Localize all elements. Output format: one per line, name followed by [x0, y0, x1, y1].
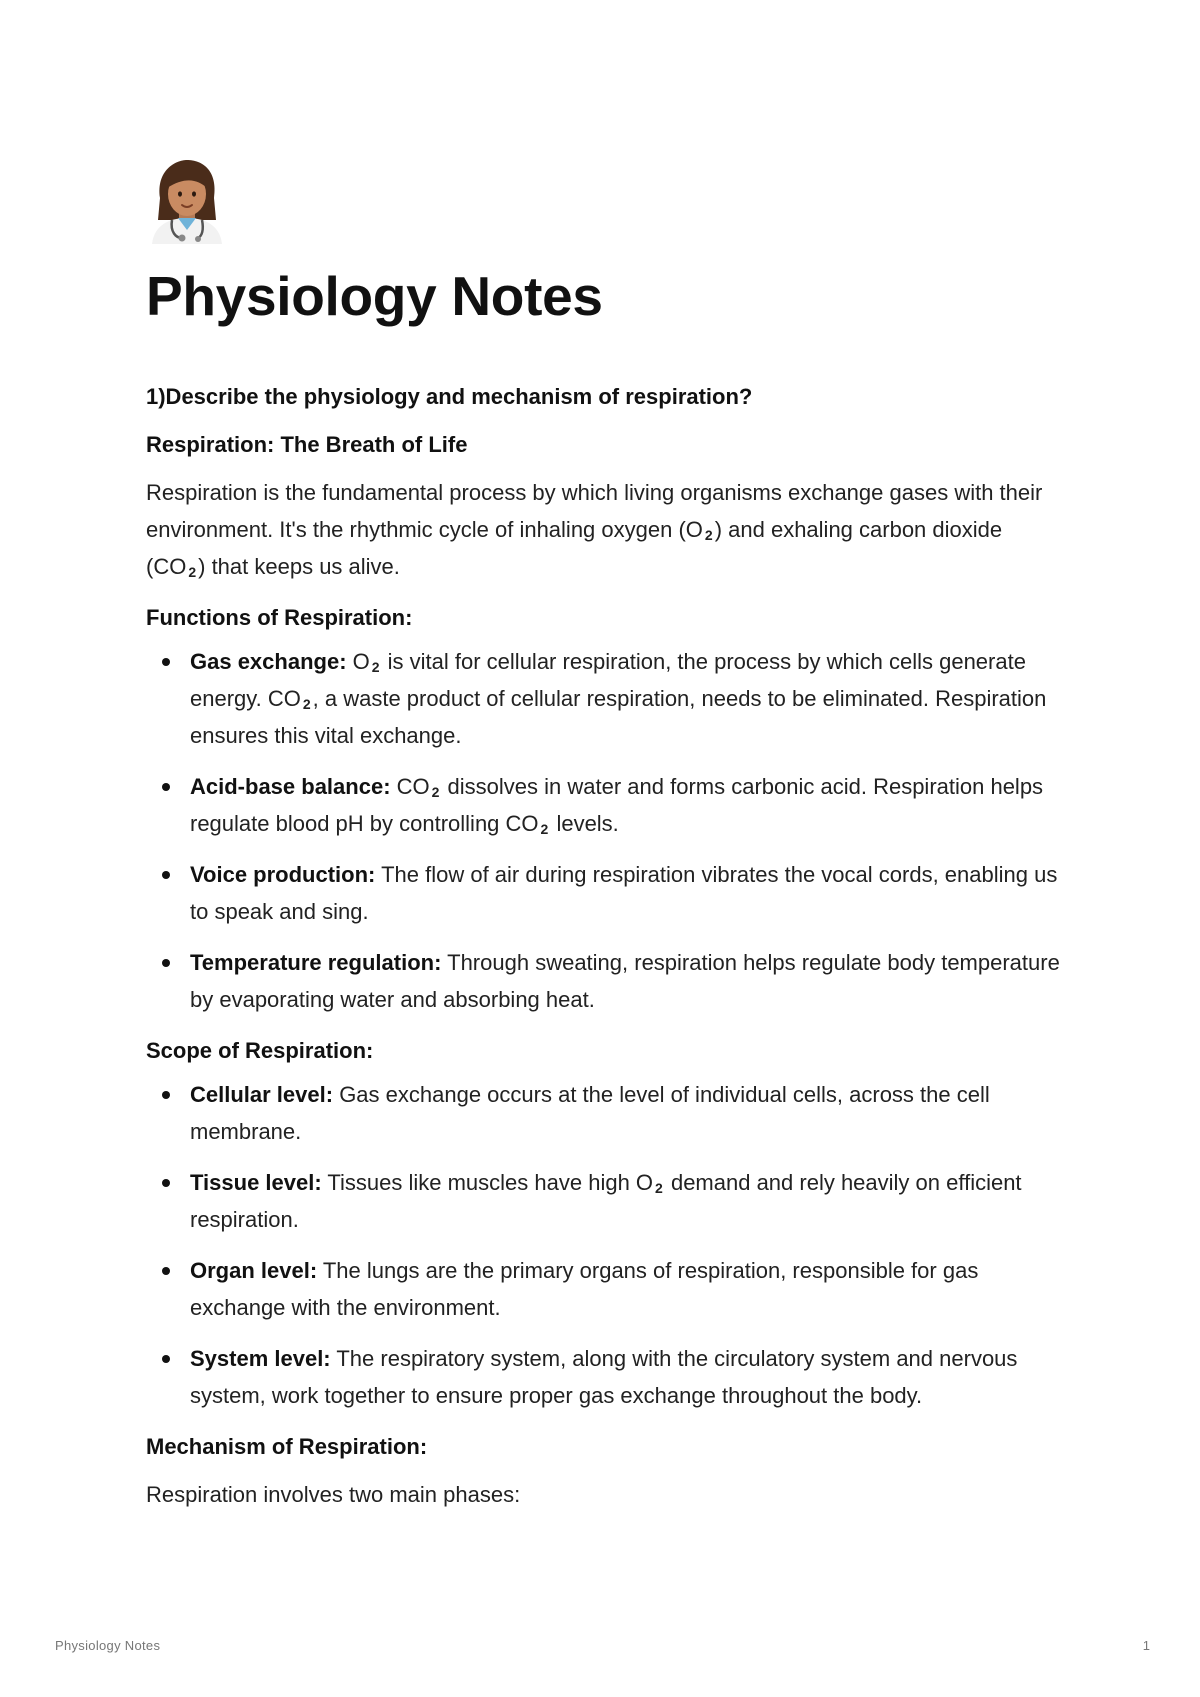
functions-list	[146, 643, 1066, 1018]
page-content	[146, 158, 1066, 1513]
section-heading: Respiration: The Breath of Life	[146, 432, 468, 457]
list-item: System level: The respiratory system, along with the circulatory system and nervous system, work together to ensure proper gas exchange throughout the body.	[146, 1340, 1066, 1414]
item-label: Gas exchange:	[190, 649, 347, 674]
list-item: Gas exchange: O $_2$ is vital for cellular respiration, the process by which cells generate energy. CO $_2$, a waste product of cellular respiration, needs to be eliminated. Respiration ensures this vital exchange.	[146, 643, 1066, 754]
item-label: Acid-base balance:	[190, 774, 391, 799]
item-label: Organ level:	[190, 1258, 318, 1283]
list-item: Tissue level: Tissues like muscles have high O $_2$ demand and rely heavily on efficient respiration.	[146, 1164, 1066, 1238]
scope-heading: Scope of Respiration:	[146, 1038, 374, 1063]
question-heading: 1)Describe the physiology and mechanism of respiration?	[146, 384, 753, 409]
mechanism-heading: Mechanism of Respiration:	[146, 1434, 428, 1459]
list-item: Temperature regulation: Through sweating, respiration helps regulate body temperature by evaporating water and absorbing heat.	[146, 944, 1066, 1018]
list-item: Cellular level: Gas exchange occurs at the level of individual cells, across the cell membrane.	[146, 1076, 1066, 1150]
functions-heading: Functions of Respiration:	[146, 605, 413, 630]
item-label: System level:	[190, 1346, 331, 1371]
list-item: Voice production: The flow of air during respiration vibrates the vocal cords, enabling us to speak and sing.	[146, 856, 1066, 930]
mechanism-paragraph: Respiration involves two main phases:	[146, 1482, 521, 1507]
item-label: Tissue level:	[190, 1170, 322, 1195]
bullet-icon	[162, 1179, 170, 1187]
bullet-icon	[162, 658, 170, 666]
item-label: Voice production:	[190, 862, 376, 887]
bullet-icon	[162, 1091, 170, 1099]
list-item: Organ level: The lungs are the primary organs of respiration, responsible for gas exchange with the environment.	[146, 1252, 1066, 1326]
page-title: Physiology Notes	[146, 265, 603, 327]
list-item: Acid-base balance: CO $_2$ dissolves in water and forms carbonic acid. Respiration helps regulate blood pH by controlling CO $_2$ levels.	[146, 768, 1066, 842]
bullet-icon	[162, 1355, 170, 1363]
bullet-icon	[162, 959, 170, 967]
bullet-icon	[162, 783, 170, 791]
item-label: Cellular level:	[190, 1082, 334, 1107]
footer-page-number: 1	[1142, 1638, 1150, 1653]
bullet-icon	[162, 871, 170, 879]
woman-health-worker-icon	[146, 158, 228, 244]
scope-list	[146, 1076, 1066, 1414]
intro-paragraph: Respiration is the fundamental process by which living organisms exchange gases with their environment. It's the rhythmic cycle of inhaling oxygen (O $_2$) and exhaling carbon dioxide (CO $_2$) that keeps us alive.	[146, 480, 1043, 580]
item-label: Temperature regulation:	[190, 950, 442, 975]
footer-document-title: Physiology Notes	[55, 1638, 161, 1653]
bullet-icon	[162, 1267, 170, 1275]
